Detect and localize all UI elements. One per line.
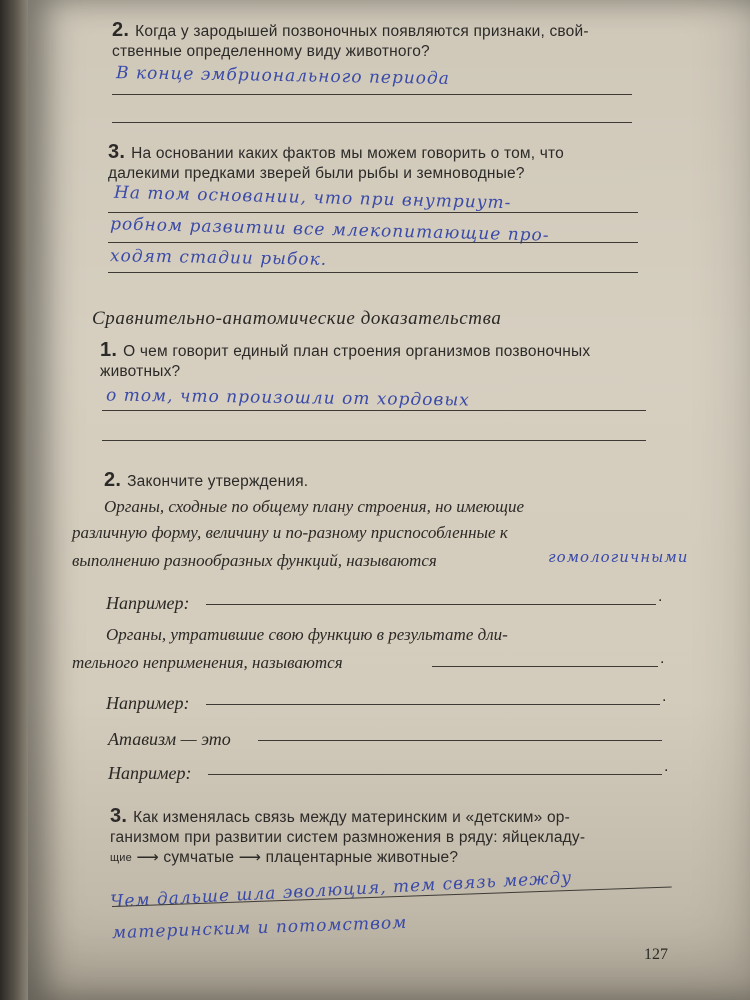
question-number: 1. (100, 339, 118, 361)
question-number: 3. (108, 141, 126, 163)
question-title: Закончите утверждения. (127, 473, 309, 490)
answer-line (112, 122, 632, 123)
question-text-line: животных? (100, 363, 181, 380)
statement-line: Органы, сходные по общему плану строения, но имеющие (104, 497, 525, 516)
handwritten-answer: В конце эмбрионального периода (115, 63, 451, 89)
answer-line (108, 242, 638, 243)
example-label: Например: (106, 593, 190, 613)
arrow-icon: ⟶ (136, 849, 159, 867)
statement-line: различную форму, величину и по-разному приспособленные к (72, 523, 508, 542)
question-3 (110, 806, 730, 868)
question-number: 2. (112, 19, 130, 41)
answer-line (206, 704, 660, 705)
period: . (664, 758, 669, 775)
handwritten-answer: робном развитии все млекопитающие про- (109, 214, 550, 246)
question-text-line: ганизмом при развитии систем размножения в ряду: яйцекладу- (110, 829, 586, 846)
section-heading: Сравнительно-анатомические доказательства (92, 308, 502, 329)
question-text-line: О чем говорит единый план строения организмов позвоночных (123, 343, 591, 360)
answer-line (112, 94, 632, 95)
question-1 (100, 340, 740, 382)
handwritten-answer: материнским и потомством (111, 912, 408, 944)
statement-line: Органы, утратившие свою функцию в результате дли- (106, 625, 508, 644)
handwritten-answer: На том основании, что при внутриут- (113, 182, 512, 214)
question-text-line: ственные определенному виду животного? (112, 43, 430, 60)
period: . (662, 688, 667, 705)
arrow-icon: ⟶ (238, 849, 262, 867)
question-text-line: далекими предками зверей были рыбы и земноводные? (108, 165, 525, 182)
answer-line (432, 666, 658, 667)
handwritten-answer: о том, что произошли от хордовых (105, 385, 470, 411)
statement-line: тельного неприменения, называются (72, 653, 343, 672)
answer-line (102, 440, 646, 441)
question-text-fragment: сумчатые (163, 849, 235, 867)
question-text-fragment: щие (110, 852, 132, 864)
handwritten-answer: Чем дальше шла эволюция, тем связь между (109, 867, 573, 913)
handwritten-answer: гомологичными (548, 548, 689, 566)
example-label: Например: (106, 693, 190, 713)
workbook-page (28, 0, 750, 1000)
question-number: 3. (110, 805, 128, 827)
question-text-fragment: плацентарные животные? (265, 849, 459, 867)
period: . (658, 588, 663, 605)
example-label: Например: (108, 763, 192, 783)
statement-line: выполнению разнообразных функций, называются (72, 551, 437, 570)
answer-line (258, 740, 662, 741)
answer-line (206, 604, 656, 605)
period: . (660, 650, 665, 667)
question-2 (104, 470, 704, 492)
question-3-top (108, 142, 728, 184)
handwritten-answer: ходят стадии рыбок. (109, 246, 328, 270)
question-number: 2. (104, 469, 122, 491)
answer-line (208, 774, 662, 775)
answer-line (108, 212, 638, 213)
page-number: 127 (644, 946, 668, 963)
atavism-label: Атавизм — это (108, 729, 231, 749)
question-text-line: Когда у зародышей позвоночных появляются признаки, свой- (135, 23, 589, 40)
question-2-top (112, 20, 712, 62)
question-text-line: На основании каких фактов мы можем говорить о том, что (131, 145, 564, 162)
answer-line (108, 272, 638, 273)
answer-line (102, 410, 646, 411)
question-text-line: Как изменялась связь между материнским и «детским» ор- (133, 809, 570, 826)
